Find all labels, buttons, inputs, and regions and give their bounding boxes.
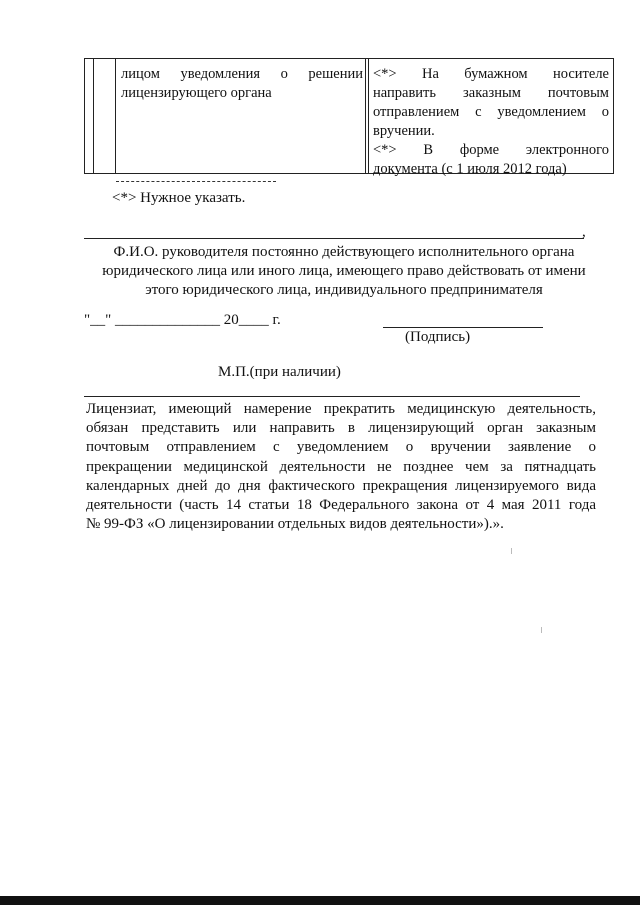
table-divider — [115, 59, 116, 173]
stamp-label: М.П.(при наличии) — [218, 364, 341, 380]
signature-label: (Подпись) — [405, 329, 471, 345]
scan-speck — [511, 548, 512, 554]
signature-underline — [383, 327, 543, 328]
scan-speck — [541, 627, 542, 633]
paragraph-line: календарных дней до дня фактического прекращения лицензируемого вида — [86, 477, 596, 494]
scan-edge-bar — [0, 896, 640, 905]
fio-caption-line: этого юридического лица, индивидуального предпринимателя — [145, 282, 543, 298]
footnote-separator — [116, 181, 276, 182]
fio-caption-line: юридического лица или иного лица, имеющего право действовать от имени — [102, 263, 586, 279]
footnote-text: <*> Нужное указать. — [112, 190, 246, 206]
fio-caption — [84, 243, 604, 300]
fio-caption-line: Ф.И.О. руководителя постоянно действующего исполнительного органа — [113, 244, 575, 260]
table-cell-line: <*> В форме электронного — [373, 142, 609, 158]
paragraph-line: деятельности (часть 14 статьи 18 Федерального закона от 4 мая 2011 года — [86, 497, 596, 514]
table-cell-right — [373, 65, 609, 179]
table-cell-line: вручении. — [373, 123, 435, 139]
table-divider — [368, 59, 369, 173]
license-form-table — [84, 58, 614, 177]
paragraph-line: Лицензиат, имеющий намерение прекратить медицинскую деятельность, — [86, 401, 596, 417]
table-cell-left — [121, 65, 363, 103]
paragraph-line: № 99-ФЗ «О лицензировании отдельных видов деятельности»).». — [86, 516, 504, 533]
table-cell-line: лицензирующего органа — [121, 85, 272, 101]
table-divider — [93, 59, 94, 173]
table-cell-line: <*> На бумажном носителе — [373, 66, 609, 82]
table-divider — [365, 59, 366, 173]
paragraph-line: обязан представить или направить в лицензирующий орган заказным — [86, 420, 596, 437]
fio-underline — [84, 238, 584, 239]
licensee-notice-paragraph — [86, 400, 596, 534]
table-cell-line: отправлением с уведомлением о — [373, 104, 609, 120]
fio-comma: , — [582, 224, 586, 240]
table-cell-line: документа (с 1 июля 2012 года) — [373, 161, 567, 177]
stamp-underline — [84, 396, 580, 397]
table-cell-line: лицом уведомления о решении — [121, 66, 363, 82]
table-cell-line: направить заказным почтовым — [373, 85, 609, 101]
paragraph-line: почтовым отправлением с уведомлением о вручении заявление о — [86, 439, 596, 456]
date-field: "__" ______________ 20____ г. — [84, 312, 281, 328]
paragraph-line: прекращении медицинской деятельности не позднее чем за пятнадцать — [86, 458, 596, 475]
